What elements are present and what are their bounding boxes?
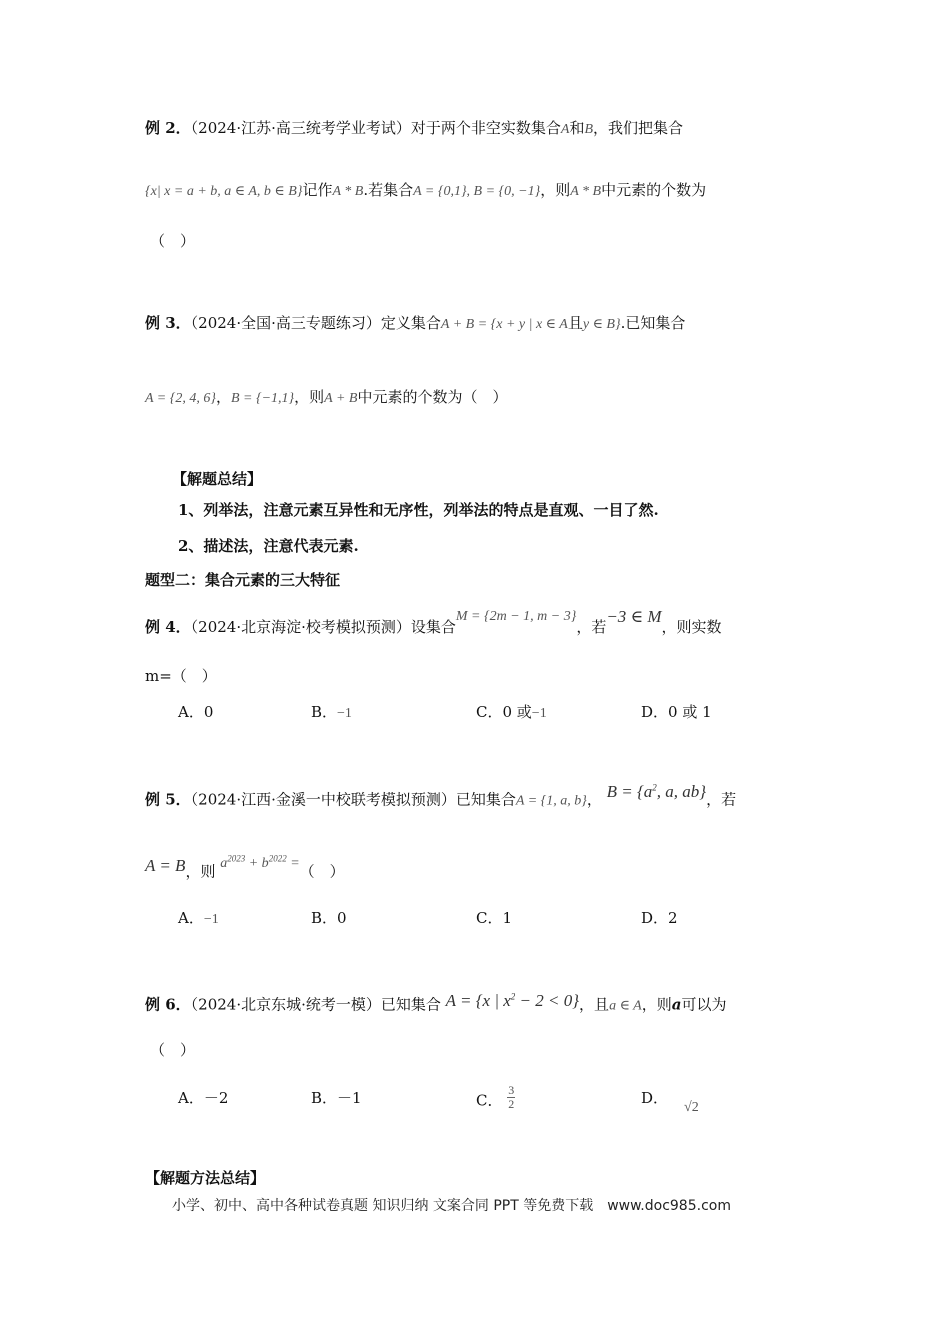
example-source: （2024·江西·金溪一中校联考模拟预测）已知集合 xyxy=(190,790,516,809)
text: 可以为 xyxy=(681,995,727,1014)
math-formula: A = {2, 4, 6} xyxy=(145,391,216,406)
numerator: 3 xyxy=(508,1083,515,1097)
math-formula: A * B xyxy=(332,184,364,199)
option-b: B．0 xyxy=(311,909,347,927)
text: − 2 < 0} xyxy=(515,990,580,1010)
example-source: （2024·北京海淀·校考模拟预测）设集合 xyxy=(190,618,456,636)
option-d xyxy=(641,1088,699,1115)
text: + b xyxy=(245,855,269,871)
fraction xyxy=(507,1084,515,1111)
text: ， xyxy=(215,388,231,406)
set-b: B xyxy=(584,122,594,137)
text: ，且 xyxy=(579,995,610,1014)
math-formula xyxy=(607,782,706,801)
math-formula xyxy=(446,991,579,1010)
math-value: −1 xyxy=(531,706,547,721)
example-6-line-1 xyxy=(145,990,727,1017)
text: 和 xyxy=(569,119,585,137)
summary-item-2: 2、描述法，注意代表元素. xyxy=(178,537,359,555)
option-c xyxy=(476,702,547,724)
text: = xyxy=(286,855,300,871)
text: ，则 xyxy=(641,995,672,1014)
option-label: C．0 或 xyxy=(476,703,532,721)
text: ，则 xyxy=(540,181,571,199)
option-label: C． xyxy=(476,1091,503,1110)
example-source: （2024·江苏·高三统考学业考试）对于两个非空实数集合 xyxy=(190,119,561,137)
math-formula: −3 ∈ M xyxy=(606,607,662,626)
math-formula: A = {0,1}, B = {0, −1} xyxy=(413,184,541,199)
text: .若集合 xyxy=(363,181,414,199)
text: 中元素的个数为（ ） xyxy=(357,388,508,406)
math-formula: B = {−1,1} xyxy=(230,391,295,406)
example-3-line-1 xyxy=(145,313,685,335)
denominator: 2 xyxy=(508,1097,515,1111)
page-footer: 小学、初中、高中各种试卷真题 知识归纳 文案合同 PPT 等免费下载 www.doc985.com xyxy=(172,1198,731,1214)
example-label: 例 6． xyxy=(145,995,191,1014)
math-value: √2 xyxy=(684,1100,699,1115)
math-formula: A + B = {x + y | x ∈ A xyxy=(440,317,568,332)
option-label: D． xyxy=(641,1089,669,1107)
math-formula: A = {1, a, b} xyxy=(515,793,587,809)
summary-title: 【解题方法总结】 xyxy=(145,1169,266,1187)
math-value: −1 xyxy=(203,912,219,927)
math-formula: A = B xyxy=(145,855,186,875)
math-value: −1 xyxy=(337,706,352,721)
text: 记作 xyxy=(302,181,333,199)
example-4-line-1 xyxy=(145,607,722,639)
text: A = {x | x xyxy=(445,990,511,1010)
option-c: C．1 xyxy=(476,909,513,927)
math-formula: {x| x = a + b, a ∈ A, b ∈ B} xyxy=(145,184,303,199)
option-a: A．－2 xyxy=(178,1089,229,1107)
math-formula: A * B xyxy=(570,184,602,199)
text: .已知集合 xyxy=(620,314,686,332)
text: ，则 xyxy=(185,862,216,881)
option-a xyxy=(178,908,219,930)
math-formula: y ∈ B} xyxy=(582,317,621,332)
math-formula: A + B xyxy=(324,391,358,406)
example-2-line-1 xyxy=(145,118,683,140)
example-5-line-2 xyxy=(145,853,345,884)
option-a: A．0 xyxy=(178,703,214,721)
summary-item-1: 1、列举法，注意元素互异性和无序性，列举法的特点是直观、一目了然. xyxy=(178,501,659,519)
variable: a xyxy=(671,995,682,1014)
section-title: 题型二：集合元素的三大特征 xyxy=(145,571,341,589)
set-a: A xyxy=(560,122,570,137)
answer-paren: （ ） xyxy=(150,232,196,250)
example-label: 例 3． xyxy=(145,314,191,332)
text: 且 xyxy=(567,314,583,332)
text: ，若 xyxy=(706,790,737,809)
math-formula xyxy=(220,853,300,871)
text: ，则实数 xyxy=(661,618,722,636)
example-label: 例 2． xyxy=(145,119,191,137)
example-source: （2024·全国·高三专题练习）定义集合 xyxy=(190,314,441,332)
option-d: D．0 或 1 xyxy=(641,703,712,721)
example-5-line-1 xyxy=(145,781,737,812)
option-label: A． xyxy=(178,909,204,927)
exponent: 2 xyxy=(652,782,657,792)
example-3-line-2 xyxy=(145,387,507,409)
option-c xyxy=(476,1083,515,1115)
exponent: 2022 xyxy=(268,853,287,863)
example-4-line-2: m=（ ） xyxy=(145,667,217,685)
example-source: （2024·北京东城·统考一模）已知集合 xyxy=(190,995,441,1014)
option-d: D．2 xyxy=(641,909,678,927)
text: a xyxy=(220,855,228,871)
text: ， xyxy=(586,790,602,809)
text: ，我们把集合 xyxy=(593,119,684,137)
summary-title: 【解题总结】 xyxy=(172,470,263,488)
exponent: 2 xyxy=(510,991,516,1001)
example-label: 例 4． xyxy=(145,618,191,636)
option-b: B．－1 xyxy=(311,1089,362,1107)
math-formula: a ∈ A xyxy=(609,998,642,1014)
text: ，若 xyxy=(576,618,607,636)
exponent: 2023 xyxy=(227,853,246,863)
text: ，则 xyxy=(294,388,325,406)
text: 中元素的个数为 xyxy=(601,181,707,199)
answer-paren: （ ） xyxy=(150,1041,196,1059)
text: B = {a xyxy=(606,781,653,801)
example-2-line-2 xyxy=(145,180,706,202)
option-label: B． xyxy=(311,703,338,721)
example-label: 例 5． xyxy=(145,790,191,809)
answer-paren: （ ） xyxy=(299,862,345,881)
text: , a, ab} xyxy=(656,781,707,801)
option-b xyxy=(311,702,352,724)
math-formula: M = {2m − 1, m − 3} xyxy=(455,609,577,624)
